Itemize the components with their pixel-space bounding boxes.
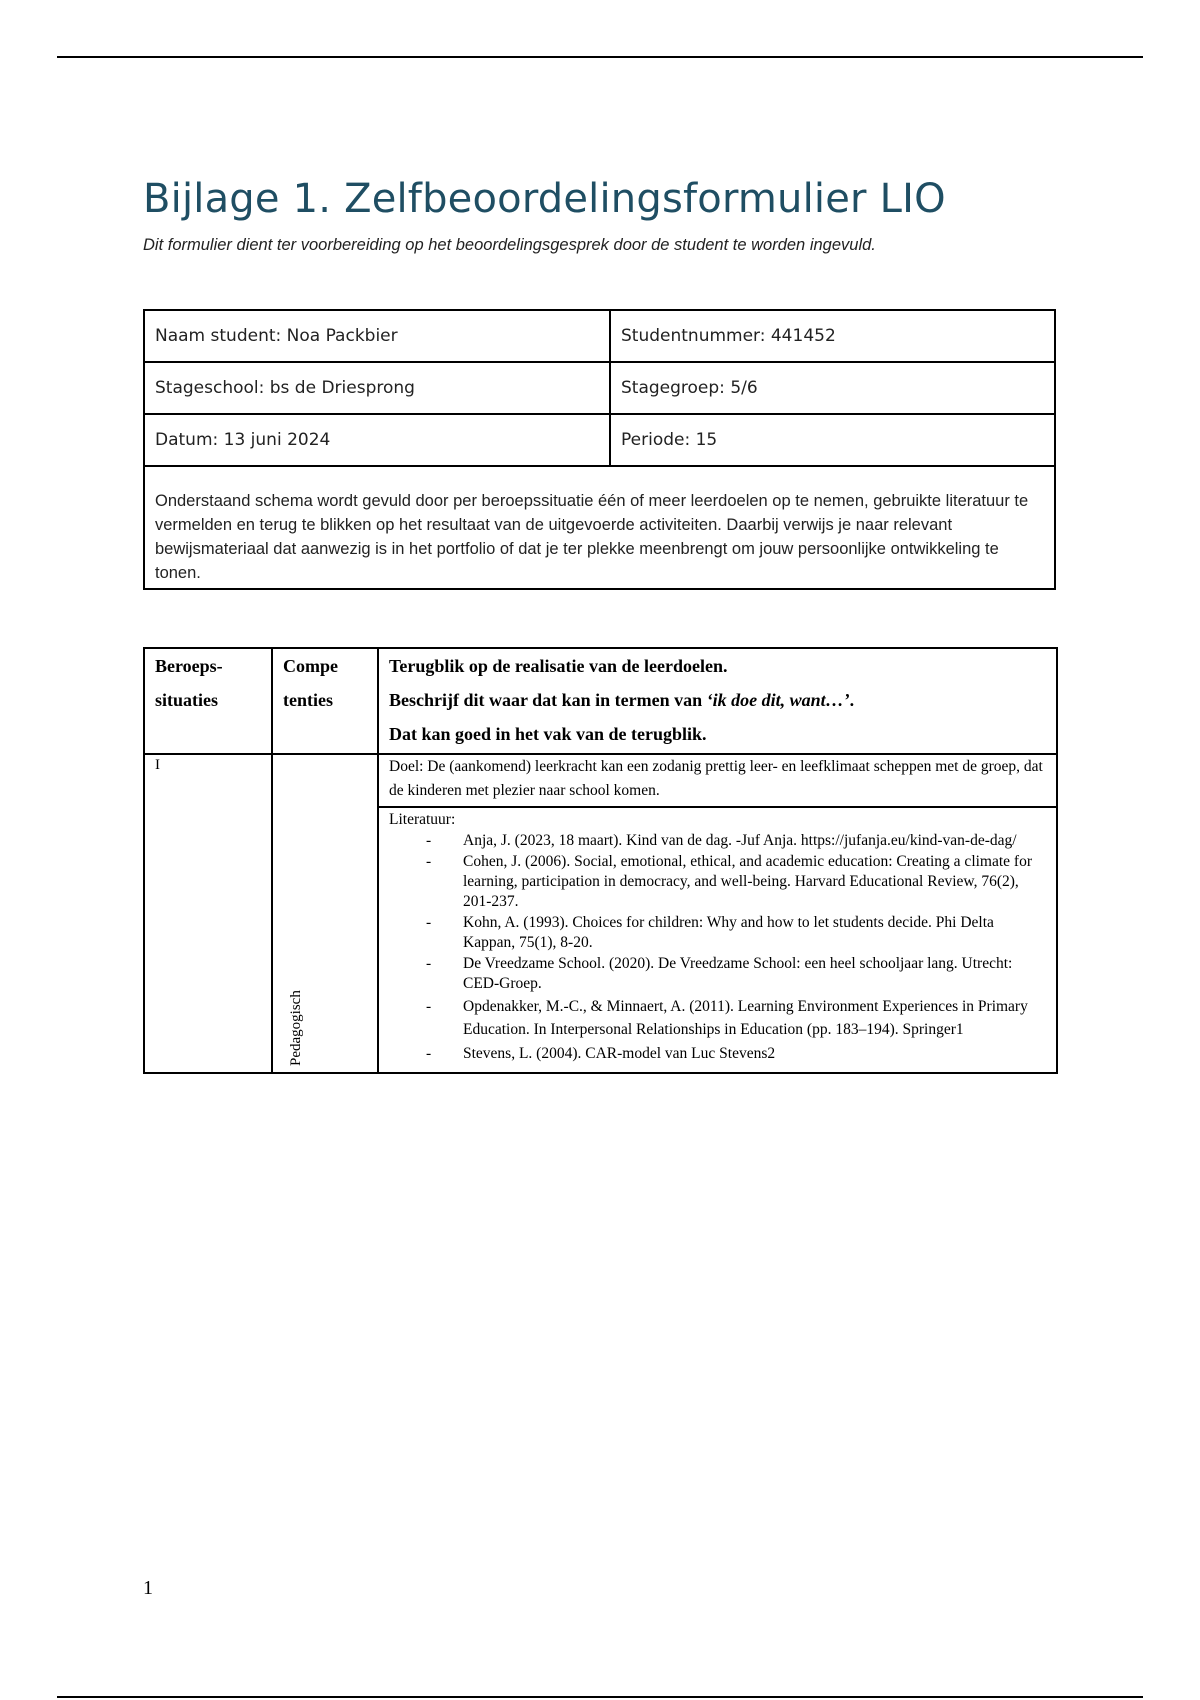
table-row: [144, 754, 1057, 807]
goal-cell: Doel: De (aankomend) leerkracht kan een zodanig prettig leer- en leefklimaat scheppen met de groep, dat de kinderen met plezier naar school komen.: [378, 754, 1057, 807]
student-name-cell: Naam student: Noa Packbier: [144, 310, 610, 362]
situation-number-cell: I: [144, 754, 272, 1073]
page-subtitle: Dit formulier dient ter voorbereiding op het beoordelingsgesprek door de student te worden ingevuld.: [143, 236, 876, 254]
period-cell: Periode: 15: [610, 414, 1055, 466]
page-number: 1: [143, 1577, 153, 1599]
student-info-table: [143, 309, 1056, 590]
internship-school-cell: Stageschool: bs de Driesprong: [144, 362, 610, 414]
header-text: Beschrijf dit waar dat kan in termen van: [389, 690, 707, 710]
header-text: Terugblik op de realisatie van de leerdoelen.: [389, 656, 728, 676]
header-italic-text: ‘ik doe dit, want…’: [706, 690, 850, 710]
footer-rule: [57, 1696, 1143, 1698]
literature-cell: [378, 807, 1057, 1073]
table-row: [144, 414, 1055, 466]
header-rule: [57, 56, 1143, 58]
competence-table: [143, 647, 1058, 1074]
competence-label: Pedagogisch: [288, 990, 304, 1066]
literature-label: Literatuur:: [389, 811, 456, 828]
header-text: Beroeps-: [155, 656, 223, 676]
list-item: - Opdenakker, M.-C., & Minnaert, A. (2011). Learning Environment Experiences in Primary Education. In Interpersonal Relationships in Education (pp. 183–194). Springer1: [389, 995, 1046, 1041]
table-row: [144, 362, 1055, 414]
page-title: Bijlage 1. Zelfbeoordelingsformulier LIO: [143, 176, 946, 222]
date-cell: Datum: 13 juni 2024: [144, 414, 610, 466]
list-item: - Anja, J. (2023, 18 maart). Kind van de dag. -Juf Anja. https://jufanja.eu/kind-van-de-dag/: [389, 831, 1046, 851]
instruction-cell: Onderstaand schema wordt gevuld door per beroepssituatie één of meer leerdoelen op te nemen, gebruikte literatuur te vermelden en terug te blikken op het resultaat van de uitgevoerde activiteiten. Daarbij verwijs je naar relevant bewijsmateriaal dat aanwezig is in het portfolio of dat je ter plekke meenbrengt om jouw persoonlijke ontwikkeling te tonen.: [144, 466, 1055, 589]
header-competences: [272, 648, 378, 754]
table-row: [144, 310, 1055, 362]
list-item: - Cohen, J. (2006). Social, emotional, ethical, and academic education: Creating a climate for learning, participation in democracy, and well-being. Harvard Educational Review, 76(2), 201-237.: [389, 852, 1046, 912]
list-item: - De Vreedzame School. (2020). De Vreedzame School: een heel schooljaar lang. Utrecht: CED-Groep.: [389, 954, 1046, 994]
competence-cell: [272, 754, 378, 1073]
internship-group-cell: Stagegroep: 5/6: [610, 362, 1055, 414]
header-instruction-line: [389, 683, 1046, 717]
table-row: [144, 466, 1055, 589]
header-text: .: [849, 690, 855, 710]
header-text: Dat kan goed in het vak van de terugblik.: [389, 724, 707, 744]
reference-list: [389, 831, 1046, 1065]
header-text: Compe: [283, 656, 338, 676]
list-item: - Stevens, L. (2004). CAR-model van Luc Stevens2: [389, 1042, 1046, 1065]
header-reflection: [378, 648, 1057, 754]
header-text: tenties: [283, 690, 333, 710]
table-header-row: [144, 648, 1057, 754]
student-number-cell: Studentnummer: 441452: [610, 310, 1055, 362]
header-text: situaties: [155, 690, 218, 710]
header-situations: [144, 648, 272, 754]
list-item: - Kohn, A. (1993). Choices for children: Why and how to let students decide. Phi Delta Kappan, 75(1), 8-20.: [389, 913, 1046, 953]
